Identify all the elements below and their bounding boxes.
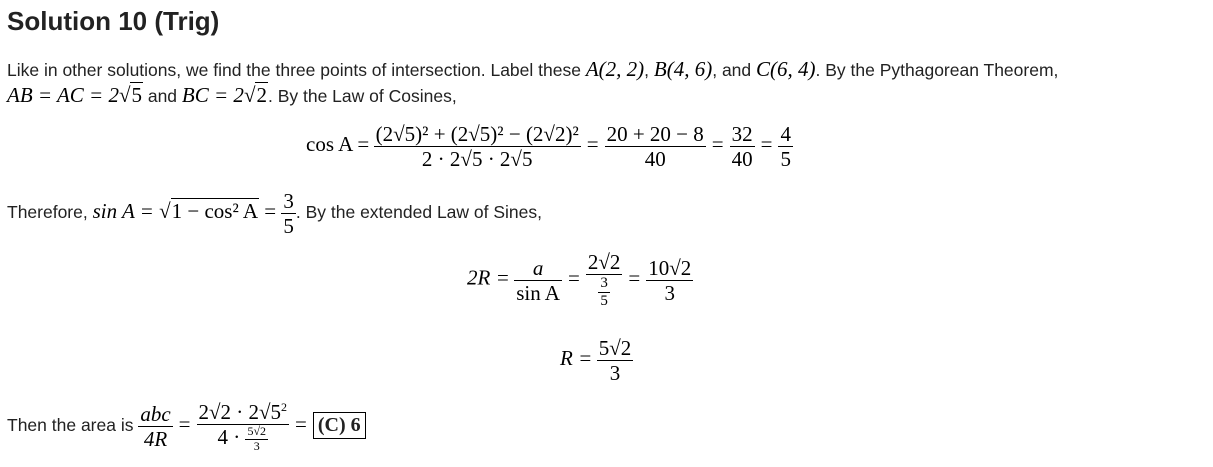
r-fraction: [597, 336, 634, 385]
sines-fraction-2: [586, 250, 623, 311]
sines-fraction-1-num: a: [532, 255, 544, 280]
sines-fraction-1-den: sin A: [516, 280, 560, 305]
therefore-text: Therefore,: [7, 201, 93, 222]
sqrt-2: √2: [243, 83, 267, 107]
answer-box: (C) 6: [313, 412, 366, 439]
law-of-sines-equation: 2R = $\frac{a}{\text{sin A}}$ = $\frac{2√2}{\frac{3}{5}}$ = $\frac{10√2}{3}$: [467, 250, 692, 310]
two-r-lhs: 2R =: [467, 265, 510, 290]
equals-sign: =: [259, 198, 282, 223]
area-nested-num: 5√2: [247, 424, 267, 439]
cos-fraction-4-num: 4: [780, 122, 791, 146]
nested-fraction: [598, 275, 610, 311]
law-of-cosines-text: . By the Law of Cosines,: [267, 86, 457, 106]
sine-fraction: [281, 189, 296, 238]
area-fraction-1-num: abc: [140, 402, 171, 427]
page-title: Solution 10 (Trig): [7, 6, 220, 36]
cos-fraction-3: [730, 122, 755, 171]
paragraph-line-1: [7, 57, 1058, 82]
ab-ac-expression: AB = AC = 2: [7, 83, 119, 107]
cos-fraction-1-num: (2√5)² + (2√5)² − (2√2)²: [375, 122, 579, 146]
sines-fraction-3-num: 10√2: [648, 255, 692, 280]
separator-text: ,: [644, 60, 654, 80]
r-lhs: R =: [560, 345, 593, 370]
cos-fraction-4: [778, 122, 793, 171]
r-fraction-num: 5√2: [598, 336, 632, 360]
pythagorean-text: . By the Pythagorean Theorem,: [815, 60, 1059, 80]
area-line: Then the area is $\frac{\text{abc}}{4R}$ = $2√2 \cdot 2√5^2$ 4 · $\frac{5√2}{3}$ = (C) 6: [7, 400, 366, 454]
r-equation: [560, 336, 633, 385]
sines-fraction-1: [514, 256, 562, 305]
point-c: C(6, 4): [756, 57, 816, 81]
point-b: B(4, 6): [653, 57, 713, 81]
point-a: A(2, 2): [585, 57, 645, 81]
and-text-2: and: [142, 86, 182, 106]
r-fraction-den: 3: [597, 360, 634, 385]
sines-fraction-3: [646, 256, 693, 305]
area-fraction-2-den: 4 · $\frac{5√2}{3}$: [197, 424, 290, 454]
nested-fraction-num: 3: [600, 275, 608, 292]
area-fraction-1-den: 4R: [138, 426, 172, 451]
cos-fraction-1-den: 2 · 2√5 · 2√5: [374, 146, 581, 171]
sine-fraction-den: 5: [283, 214, 294, 239]
area-text: Then the area is: [7, 415, 139, 436]
cos-fraction-3-den: 40: [731, 147, 753, 172]
sqrt-5: √5: [118, 83, 142, 107]
cos-fraction-3-num: 32: [731, 122, 753, 146]
bc-expression: BC = 2: [181, 83, 244, 107]
cos-a-lhs: cos A =: [306, 131, 370, 156]
sqrt-cos-expression: √1 − cos² A: [159, 198, 259, 223]
cos-fraction-1: [374, 122, 581, 171]
sine-line: [7, 189, 542, 238]
cos-fraction-2: [605, 122, 706, 171]
cos-fraction-2-num: 20 + 20 − 8: [606, 122, 704, 146]
cos-fraction-2-den: 40: [605, 146, 706, 171]
sin-a-expression: sin A =: [92, 198, 160, 223]
area-fraction-2-num: $2√2 \cdot 2√5^2$: [198, 400, 288, 424]
sine-fraction-num: 3: [283, 189, 294, 213]
sines-fraction-3-den: 3: [646, 280, 693, 305]
area-fraction-2: [197, 400, 290, 454]
sines-fraction-2-num: 2√2: [587, 250, 621, 274]
law-of-sines-text: . By the extended Law of Sines,: [295, 201, 543, 222]
intro-text: Like in other solutions, we find the three points of intersection. Label these: [7, 60, 586, 80]
area-fraction-1: [138, 402, 172, 451]
sines-fraction-2-den: [586, 274, 623, 311]
cosine-equation: cos A = $\frac{\text{(2√5)² + (2√5)² − (2√2)²}}{2 \cdot 2√5 \cdot 2√5}$ = $\frac{20 + 20 - 8}{40}$ = $\frac{32}{40}$ = $\frac{4}{5}$: [306, 122, 791, 172]
cos-fraction-4-den: 5: [780, 147, 791, 172]
and-text: , and: [712, 60, 757, 80]
area-nested-den: 3: [245, 439, 268, 454]
area-nested-fraction: [245, 425, 268, 454]
nested-fraction-den: 5: [600, 293, 608, 310]
paragraph-line-2: [7, 83, 457, 108]
